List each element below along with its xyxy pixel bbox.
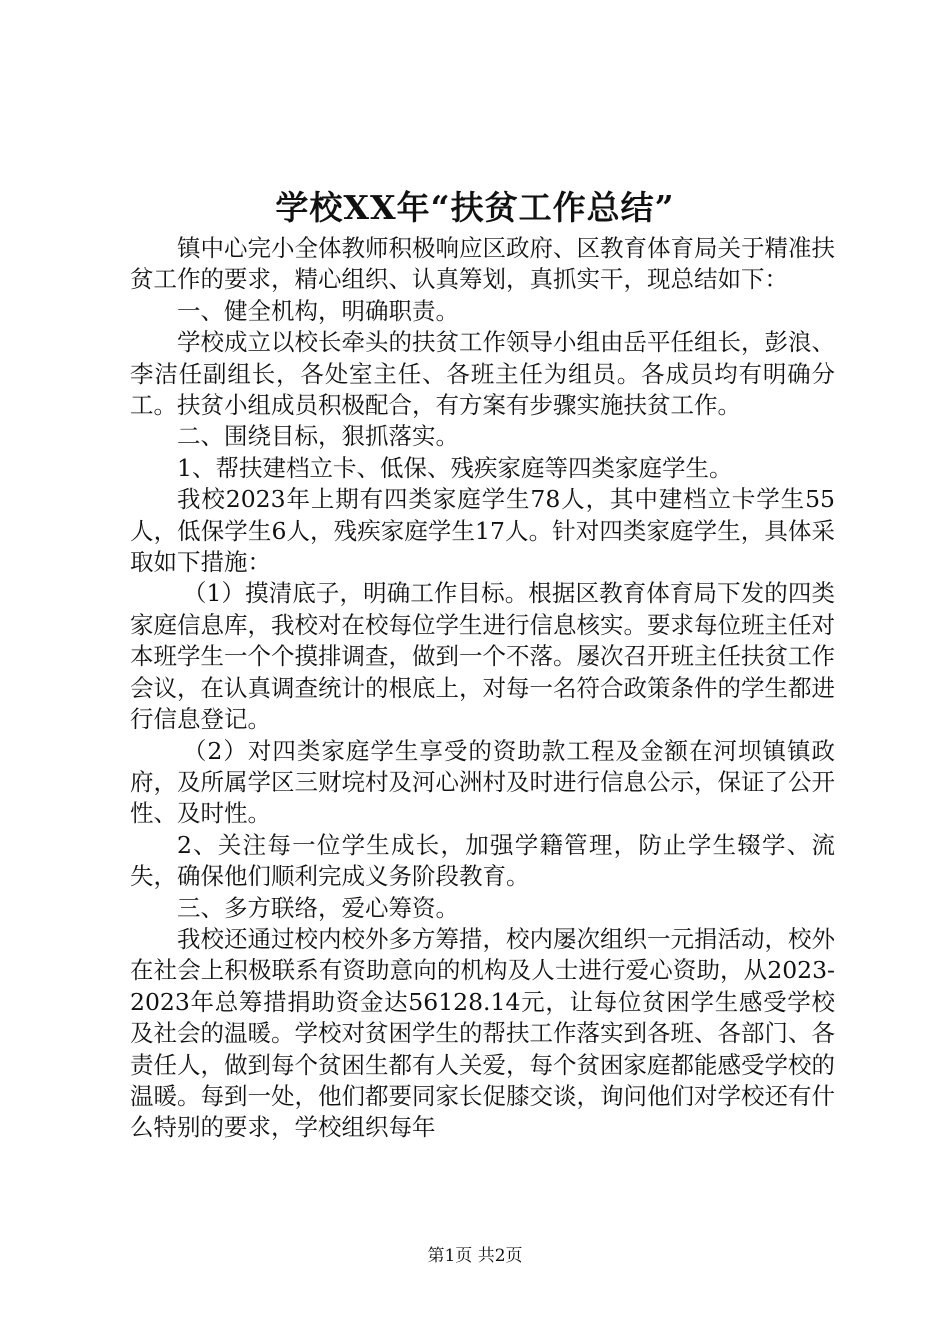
heading-section-2: 二、围绕目标，狠抓落实。 <box>177 422 459 451</box>
paragraph-measure-1: （1）摸清底子，明确工作目标。根据区教育体育局下发的四类家庭信息库，我校对在校每位学生进行信息核实。要求每位班主任对本班学生一个个摸排调查，做到一个不落。屡次召开班主任扶贫工作会议，在认真调查统计的根底上，对每一名符合政策条件的学生都进行信息登记。 <box>130 579 835 734</box>
document-title: 学校XX年“扶贫工作总结” <box>275 188 675 227</box>
paragraph-intro: 镇中心完小全体教师积极响应区政府、区教育体育局关于精准扶贫工作的要求，精心组织、认真筹划，真抓实干，现总结如下： <box>130 234 835 294</box>
subheading-item-1: 1、帮扶建档立卡、低保、残疾家庭等四类家庭学生。 <box>177 453 733 482</box>
paragraph-section-1: 学校成立以校长牵头的扶贫工作领导小组由岳平任组长，彭浪、李洁任副组长，各处室主任、各班主任为组员。各成员均有明确分工。扶贫小组成员积极配合，有方案有步骤实施扶贫工作。 <box>130 328 835 420</box>
paragraph-statistics: 我校2023年上期有四类家庭学生78人，其中建档立卡学生55人，低保学生6人，残疾家庭学生17人。针对四类家庭学生，具体采取如下措施： <box>130 485 835 577</box>
paragraph-section-3: 我校还通过校内校外多方筹措，校内屡次组织一元捐活动，校外在社会上积极联系有资助意向的机构及人士进行爱心资助，从2023-2023年总筹措捐助资金达56128.14元，让每位贫困学生感受学校及社会的温暖。学校对贫困学生的帮扶工作落实到各班、各部门、各责任人，做到每个贫困生都有人关爱，每个贫困家庭都能感受学校的温暖。每到一处，他们都要同家长促膝交谈，询问他们对学校还有什么特别的要求，学校组织每年 <box>130 924 835 1142</box>
document-body <box>130 233 835 1144</box>
paragraph-measure-2: （2）对四类家庭学生享受的资助款工程及金额在河坝镇镇政府，及所属学区三财垸村及河心洲村及时进行信息公示，保证了公开性、及时性。 <box>130 736 835 828</box>
heading-section-1: 一、健全机构，明确职责。 <box>177 296 459 325</box>
page-number-footer: 第1页 共2页 <box>427 1246 523 1266</box>
heading-section-3: 三、多方联络，爱心筹资。 <box>177 893 459 922</box>
subheading-item-2: 2、关注每一位学生成长，加强学籍管理，防止学生辍学、流失，确保他们顺利完成义务阶段教育。 <box>130 830 835 891</box>
